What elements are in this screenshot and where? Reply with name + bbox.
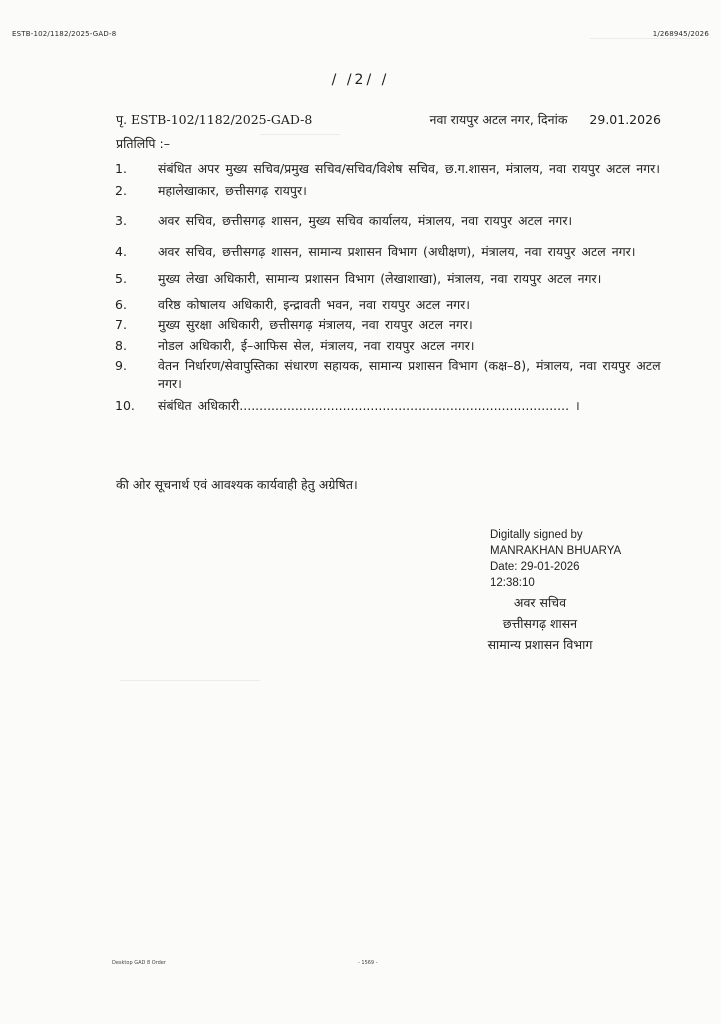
footer-document-label: Desktop GAD 8 Order (112, 960, 166, 966)
bleed-through-line (120, 680, 260, 681)
place-date (430, 111, 661, 128)
item-text: महालेखाकार, छत्तीसगढ़ रायपुर। (158, 182, 307, 198)
reference-line (116, 111, 661, 128)
item-text: संबंधित अधिकारी................................................................................... । (158, 398, 580, 413)
item-text: वेतन निर्धारण/सेवापुस्तिका संधारण सहायक, सामान्य प्रशासन विभाग (कक्ष–8), मंत्रालय, नवा रायपुर अटल नगर। (158, 358, 661, 391)
list-item (113, 296, 673, 314)
item-number: 4. (115, 243, 127, 259)
list-item (113, 316, 673, 334)
designation-title: अवर सचिव (513, 595, 567, 610)
reference-place: नवा रायपुर अटल नगर, दिनांक (429, 112, 568, 127)
bleed-through-line (590, 38, 700, 39)
designation-government: छत्तीसगढ़ शासन (502, 616, 578, 631)
designation-department: सामान्य प्रशासन विभाग (487, 637, 593, 652)
item-text: संबंधित अपर मुख्य सचिव/प्रमुख सचिव/सचिव/विशेष सचिव, छ.ग.शासन, मंत्रालय, नवा रायपुर अटल नगर। (158, 161, 661, 176)
item-number: 8. (115, 337, 127, 353)
list-item (113, 270, 673, 288)
signer-name: MANRAKHAN BHUARYA (490, 545, 622, 557)
header-file-code: ESTB-102/1182/2025-GAD-8 (12, 30, 117, 38)
signature-date: Date: 29-01-2026 (490, 561, 580, 573)
reference-date: 29.01.2026 (589, 112, 661, 127)
item-text: नोडल अधिकारी, ई–आफिस सेल, मंत्रालय, नवा रायपुर अटल नगर। (158, 337, 475, 353)
list-item (113, 182, 673, 200)
header-receipt-code: 1/268945/2026 (652, 30, 709, 38)
item-number: 10. (115, 398, 135, 413)
reference-number: पृ. ESTB-102/1182/2025-GAD-8 (116, 112, 313, 127)
list-item (113, 212, 673, 230)
item-number: 2. (115, 182, 127, 198)
signature-line: Digitally signed by (490, 529, 583, 541)
list-item (113, 337, 673, 355)
page-number: / /2/ / (331, 72, 390, 88)
item-number: 1. (115, 161, 127, 176)
item-text: अवर सचिव, छत्तीसगढ़ शासन, मुख्य सचिव कार्यालय, मंत्रालय, नवा रायपुर अटल नगर। (158, 213, 573, 228)
list-item (113, 397, 673, 415)
forward-note: की ओर सूचनार्थ एवं आवश्यक कार्यवाही हेतु अग्रेषित। (116, 477, 358, 492)
designation-block (440, 592, 640, 655)
item-number: 5. (115, 271, 127, 286)
item-text: अवर सचिव, छत्तीसगढ़ शासन, सामान्य प्रशासन विभाग (अधीक्षण), मंत्रालय, नवा रायपुर अटल नगर। (158, 243, 636, 259)
footer-page-code: - 1569 - (358, 960, 378, 966)
digital-signature-block (490, 527, 621, 591)
item-number: 3. (115, 213, 127, 228)
list-item (113, 357, 673, 392)
list-item (113, 243, 673, 261)
copy-to-label: प्रतिलिपि :– (116, 136, 170, 151)
list-item (113, 160, 673, 178)
bleed-through-line (260, 134, 340, 135)
item-text: मुख्य लेखा अधिकारी, सामान्य प्रशासन विभाग (लेखाशाखा), मंत्रालय, नवा रायपुर अटल नगर। (158, 271, 602, 286)
item-text: वरिष्ठ कोषालय अधिकारी, इन्द्रावती भवन, नवा रायपुर अटल नगर। (158, 296, 471, 312)
item-text: मुख्य सुरक्षा अधिकारी, छत्तीसगढ़ मंत्रालय, नवा रायपुर अटल नगर। (158, 317, 473, 332)
signature-time: 12:38:10 (490, 577, 535, 589)
item-number: 9. (115, 358, 127, 373)
item-number: 6. (115, 296, 127, 312)
recipient-list (113, 160, 673, 415)
item-number: 7. (115, 317, 127, 332)
